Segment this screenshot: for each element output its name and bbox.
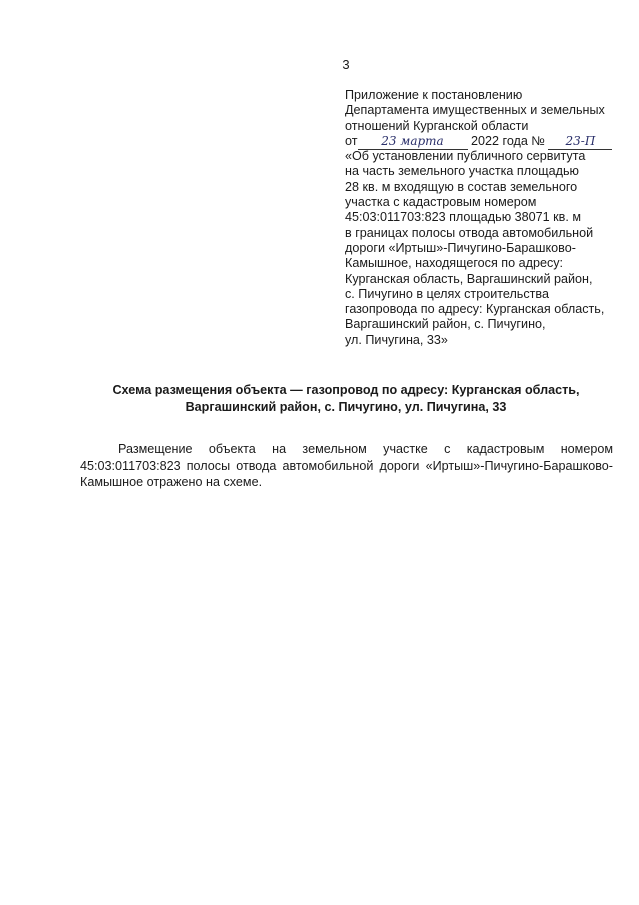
appendix-line-3: отношений Курганской области <box>345 118 529 133</box>
scheme-heading <box>80 382 612 415</box>
appendix-line-1: Приложение к постановлению <box>345 88 523 102</box>
handwritten-date: 23 марта <box>358 134 468 149</box>
handwritten-number: 23-П <box>548 134 612 149</box>
appendix-line-2: Департамента имущественных и земельных <box>345 103 605 118</box>
title-line-10: с. Пичугино в целях строительства <box>345 286 549 301</box>
title-line-2: на часть земельного участка площадью <box>345 164 579 179</box>
paragraph-text: Размещение объекта на земельном участке с кадастровым номером 45:03:011703:823 полосы отвода автомобильной дороги «Иртыш»-Пичугино-Барашково-Камышное отражено на схеме. <box>80 442 613 489</box>
title-line-5: 45:03:011703:823 площадью 38071 кв. м <box>345 210 582 225</box>
title-line-4: участка с кадастровым номером <box>345 195 537 210</box>
heading-line-1: Схема размещения объекта — газопровод по адресу: Курганская область, <box>112 383 580 397</box>
heading-line-2: Варгашинский район, с. Пичугино, ул. Пичугина, 33 <box>185 399 507 414</box>
title-line-8: Камышное, находящегося по адресу: <box>345 256 564 271</box>
body-paragraph <box>80 441 613 491</box>
title-line-13: ул. Пичугина, 33» <box>345 332 448 347</box>
title-line-1: «Об установлении публичного сервитута <box>345 149 586 164</box>
title-line-6: в границах полосы отвода автомобильной <box>345 225 594 240</box>
title-line-3: 28 кв. м входящую в состав земельного <box>345 179 578 194</box>
title-line-7: дороги «Иртыш»-Пичугино-Барашково- <box>345 240 576 255</box>
year-text: 2022 года № <box>471 133 545 148</box>
title-line-12: Варгашинский район, с. Пичугино, <box>345 317 546 332</box>
title-line-11: газопровода по адресу: Курганская область, <box>345 302 605 317</box>
page-number: 3 <box>342 57 350 72</box>
title-line-9: Курганская область, Варгашинский район, <box>345 271 593 286</box>
date-line <box>345 134 630 149</box>
appendix-block <box>345 88 630 348</box>
date-prefix: от <box>345 133 358 148</box>
